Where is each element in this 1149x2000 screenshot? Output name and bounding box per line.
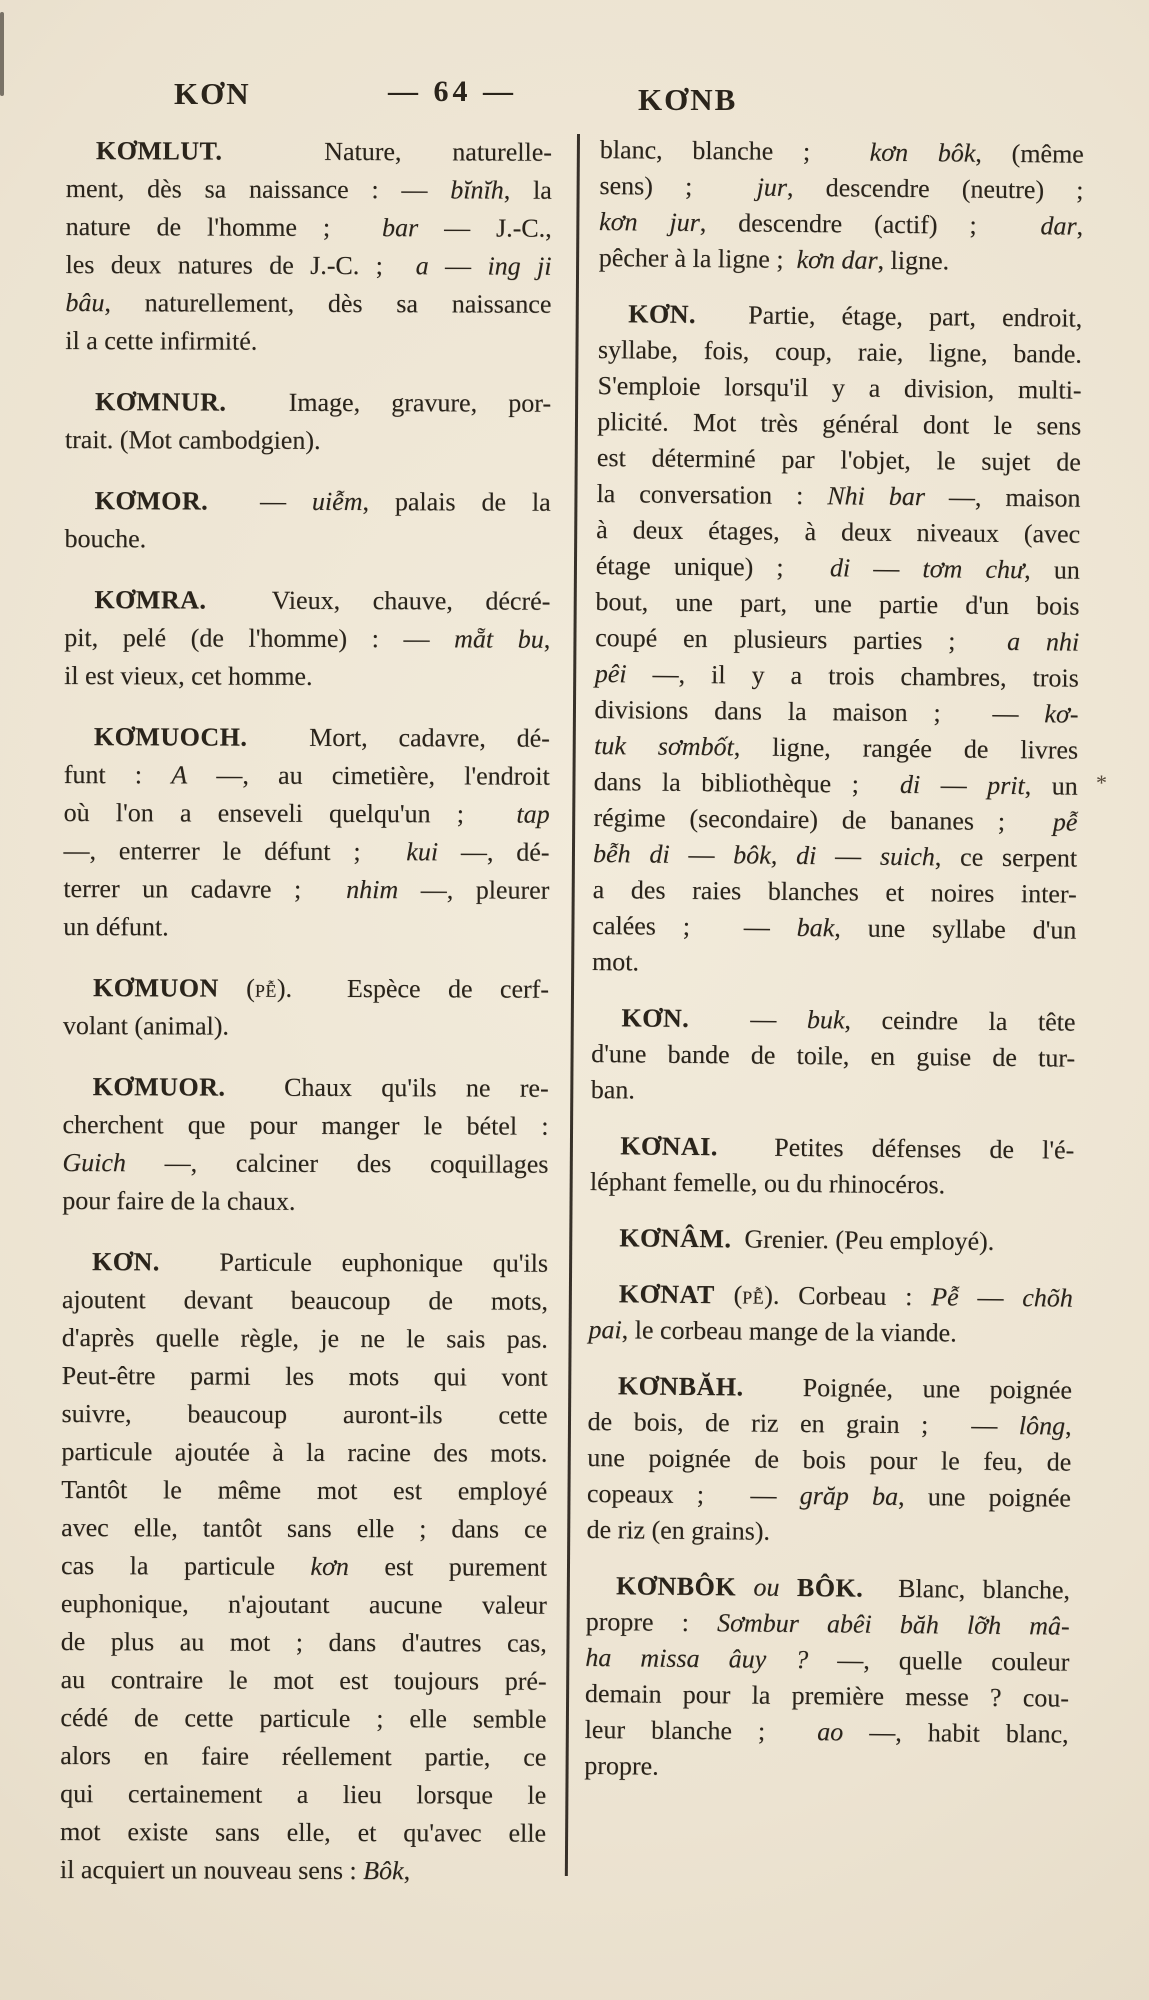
vernacular-term: suich <box>879 841 935 872</box>
text-segment: particule ajoutée à la racine des mots. <box>61 1436 548 1468</box>
text-segment: , <box>543 624 551 654</box>
text-segment: Image, gravure, por- <box>226 387 552 418</box>
vernacular-term: kơn jur <box>599 206 700 237</box>
text-segment: a des raies blanches et noires inter- <box>592 874 1077 909</box>
entry-headword: KƠMUON <box>92 973 219 1003</box>
text-segment: —, pleurer <box>398 875 550 905</box>
text-segment: divisions dans la maison ; — <box>594 694 1045 729</box>
vernacular-term: A <box>171 760 188 790</box>
text-segment: demain pour la première messe ? cou- <box>584 1678 1070 1713</box>
vernacular-term: Sơmbur abêi băh lỡh mâ- <box>716 1608 1070 1641</box>
text-line <box>62 1243 548 1283</box>
text-segment: — <box>958 1282 1023 1313</box>
vernacular-term: nhim <box>346 874 399 905</box>
text-line <box>62 1319 548 1359</box>
text-segment: propre : <box>585 1606 718 1638</box>
text-line <box>64 581 550 621</box>
vernacular-term: ao <box>817 1717 844 1747</box>
part-of-speech-label: pễ <box>742 1280 765 1310</box>
text-segment: , ligne. <box>877 245 950 276</box>
vernacular-term: kơn <box>310 1551 349 1581</box>
text-segment: , un <box>1024 555 1080 585</box>
vernacular-term: tuk sơmbốt <box>593 730 734 762</box>
text-line <box>64 756 550 796</box>
scan-edge-artifact <box>0 12 4 96</box>
text-segment: dans la bibliothèque ; <box>593 766 901 799</box>
text-segment: — J.-C., <box>418 213 552 243</box>
text-line <box>61 1509 547 1549</box>
text-segment: il a cette infirmité. <box>65 325 258 356</box>
vernacular-term: di <box>899 769 921 800</box>
text-segment: , ligne, rangée de livres <box>733 732 1079 765</box>
text-segment: étage unique) ; <box>595 550 831 583</box>
text-line <box>599 168 1083 209</box>
text-line <box>587 1440 1071 1481</box>
text-line <box>594 692 1078 733</box>
text-segment: est purement <box>348 1551 548 1582</box>
text-segment: —, calciner des coquillages <box>125 1148 549 1179</box>
text-line <box>61 1433 547 1473</box>
text-line <box>65 383 551 423</box>
text-segment: Poignée, une poignée <box>743 1372 1073 1405</box>
text-segment: trait. (Mot cambodgien). <box>64 424 321 455</box>
entry-headword: KƠMOR. <box>94 486 209 516</box>
text-line <box>584 1748 1068 1789</box>
text-line <box>63 908 549 948</box>
text-line <box>63 1007 549 1047</box>
text-segment: cherchent que pour manger le bétel : <box>62 1109 549 1141</box>
entry-headword: KƠMUOR. <box>92 1072 226 1102</box>
text-segment: ajoutent devant beaucoup de mots, <box>61 1284 548 1316</box>
text-segment: —, maison <box>924 482 1081 513</box>
text-segment: — <box>850 553 923 584</box>
text-line <box>63 832 549 872</box>
vernacular-term: Bôk <box>363 1856 404 1886</box>
text-segment: est déterminé par l'objet, le sujet de <box>596 442 1081 477</box>
page-number: — 64 — <box>388 75 517 108</box>
vernacular-term: ou <box>735 1572 798 1602</box>
running-title-right: KƠNB <box>638 82 738 117</box>
text-line <box>598 296 1082 337</box>
text-segment: mot existe sans elle, et qu'avec elle <box>60 1816 547 1848</box>
vernacular-term: tơm chư <box>922 554 1025 585</box>
text-line <box>64 619 550 659</box>
vernacular-term: bak <box>796 912 835 943</box>
text-line <box>61 1623 547 1663</box>
text-line <box>65 246 551 286</box>
text-segment: calées ; — <box>592 910 797 942</box>
text-line <box>595 584 1079 625</box>
text-line <box>597 404 1081 445</box>
text-segment: , une poignée <box>897 1481 1072 1513</box>
text-segment: — <box>669 839 734 870</box>
vernacular-term: tap <box>516 799 550 829</box>
text-segment: Particule euphonique qu'ils <box>159 1247 549 1278</box>
text-line <box>61 1661 547 1701</box>
text-line <box>586 1568 1070 1609</box>
text-segment: blanc, blanche ; <box>599 134 870 167</box>
vernacular-term: kui <box>406 837 439 867</box>
text-segment: — <box>689 1003 808 1035</box>
vernacular-term: Guich <box>62 1147 126 1178</box>
vernacular-term: uiễm <box>311 486 363 517</box>
text-line <box>586 1512 1070 1553</box>
entry-headword: KƠNBÔK <box>615 1571 737 1602</box>
text-segment: , descendre (neutre) ; <box>786 172 1084 205</box>
text-line <box>60 1699 546 1739</box>
text-segment: —, dé- <box>438 837 550 867</box>
text-line <box>592 908 1076 949</box>
text-segment: alors en faire réellement partie, ce <box>60 1740 547 1772</box>
text-segment: S'emploie lorsqu'il y a division, multi- <box>597 370 1082 405</box>
vernacular-term: bâu <box>65 287 105 318</box>
text-segment: —, enterrer le défunt ; <box>63 835 407 867</box>
vernacular-term: mẵt bu <box>454 624 544 654</box>
text-segment: une poignée de bois pour le feu, de <box>587 1442 1072 1477</box>
text-segment: ment, dès sa naissance : — <box>65 173 451 205</box>
text-line <box>590 1164 1074 1205</box>
entry-headword: KƠMRA. <box>94 585 207 615</box>
text-line <box>589 1220 1073 1261</box>
text-line <box>63 870 549 910</box>
text-segment: sens) ; <box>599 170 757 202</box>
entry-headword: KƠNAT <box>618 1279 715 1310</box>
text-line <box>599 204 1083 245</box>
text-segment: d'une bande de toile, en guise de tur- <box>591 1038 1076 1073</box>
vernacular-term: dar <box>1040 211 1077 241</box>
text-segment: , un <box>1024 771 1078 801</box>
left-column <box>60 132 552 1891</box>
text-line <box>588 1368 1072 1409</box>
entry-headword: KƠN. <box>92 1247 160 1277</box>
entry-headword: KƠMLUT. <box>95 136 223 166</box>
text-segment: de riz (en grains). <box>586 1514 771 1546</box>
text-segment: — <box>208 486 313 516</box>
text-line <box>64 794 550 834</box>
vernacular-term: bar <box>381 213 419 243</box>
vernacular-term: bễh di <box>592 838 670 869</box>
text-line <box>597 440 1081 481</box>
text-line <box>596 548 1080 589</box>
text-line <box>593 836 1077 877</box>
text-segment: il acquiert un nouveau sens : <box>59 1854 364 1886</box>
text-segment: pour faire de la chaux. <box>62 1185 296 1216</box>
text-line <box>63 1068 549 1108</box>
vernacular-term: di <box>829 553 851 583</box>
text-segment: , descendre (actif) ; <box>699 207 1041 241</box>
text-line <box>65 482 551 522</box>
text-segment: pêcher à la ligne ; <box>598 242 797 274</box>
text-line <box>61 1585 547 1625</box>
vernacular-term: a <box>415 251 429 281</box>
text-segment: Blanc, blanche, <box>863 1573 1071 1605</box>
text-segment: pit, pelé (de l'homme) : — <box>64 622 455 654</box>
vernacular-term: pễ <box>1052 807 1078 837</box>
text-segment: au contraire le mot est toujours pré- <box>60 1664 547 1696</box>
text-line <box>600 132 1084 173</box>
text-segment: Petites défenses de l'é- <box>717 1132 1075 1165</box>
text-segment: plicité. Mot très général dont le sens <box>597 406 1082 441</box>
part-of-speech-label: pễ <box>254 973 277 1003</box>
text-segment: suivre, beaucoup auront-ils cette <box>61 1398 548 1430</box>
text-line <box>591 1072 1075 1113</box>
text-segment: où l'on a enseveli quelqu'un ; <box>63 797 517 829</box>
text-segment: , <box>1076 211 1084 241</box>
vernacular-term: pai <box>588 1314 622 1345</box>
text-segment: nature de l'homme ; <box>65 211 383 243</box>
text-segment: Grenier. (Peu employé). <box>731 1224 995 1256</box>
text-line <box>61 1547 547 1587</box>
text-line <box>60 1737 546 1777</box>
text-segment: régime (secondaire) de bananes ; <box>593 802 1053 837</box>
text-segment: coupé en plusieurs parties ; <box>595 622 1008 656</box>
right-column <box>584 132 1084 1789</box>
text-line <box>63 969 549 1009</box>
text-line <box>65 284 551 324</box>
entry-headword: KƠMUOCH. <box>93 722 248 752</box>
text-segment: , <box>1064 1411 1072 1441</box>
text-line <box>64 657 550 697</box>
text-line <box>65 322 551 362</box>
text-line <box>594 728 1078 769</box>
vernacular-term: a nhi <box>1006 626 1080 657</box>
text-segment: —, il y a trois chambres, trois <box>626 659 1079 693</box>
text-line <box>587 1476 1071 1517</box>
text-segment: —, quelle couleur <box>808 1645 1070 1677</box>
text-segment: qui certainement a lieu lorsque le <box>60 1778 547 1810</box>
entry-headword: KƠNAI. <box>620 1131 719 1162</box>
text-segment: ). Corbeau : <box>764 1280 932 1312</box>
text-line <box>585 1676 1069 1717</box>
text-line <box>62 1182 548 1222</box>
text-line <box>64 718 550 758</box>
text-line <box>62 1106 548 1146</box>
text-segment: —, au cimetière, l'endroit <box>187 760 550 791</box>
entry-headword: KƠN. <box>628 299 697 329</box>
text-segment: ( <box>218 973 255 1003</box>
text-segment: , une syllabe d'un <box>834 913 1077 945</box>
text-line <box>593 872 1077 913</box>
text-line <box>65 520 551 560</box>
text-segment: propre. <box>584 1750 659 1781</box>
vernacular-term: Nhi bar <box>827 481 926 512</box>
entry-headword: KƠN. <box>621 1003 690 1033</box>
text-line <box>60 1813 546 1853</box>
text-line <box>586 1604 1070 1645</box>
vernacular-term: kơn bôk <box>869 137 976 168</box>
text-line <box>590 1128 1074 1169</box>
text-segment: ( <box>714 1280 743 1310</box>
text-segment: ). <box>276 973 293 1003</box>
text-line <box>592 944 1076 985</box>
text-segment: les deux natures de J.-C. ; <box>65 249 416 281</box>
text-segment: Nature, naturelle- <box>222 136 552 167</box>
text-segment: un défunt. <box>63 911 169 942</box>
text-segment: d'après quelle règle, je ne le sais pas. <box>61 1322 548 1354</box>
text-segment: — <box>920 770 988 800</box>
vernacular-term: Pễ <box>931 1282 959 1312</box>
text-segment: Tantôt le même mot est employé <box>61 1474 548 1506</box>
vernacular-term: buk <box>806 1005 845 1035</box>
text-line <box>589 1276 1073 1317</box>
text-line <box>587 1404 1071 1445</box>
text-segment: léphant femelle, ou du rhinocéros. <box>589 1166 946 1200</box>
text-segment: ban. <box>590 1074 635 1105</box>
text-segment: —, habit blanc, <box>843 1717 1069 1749</box>
text-segment: , ce serpent <box>934 842 1078 873</box>
text-segment: leur blanche ; <box>584 1714 818 1747</box>
running-title-left: KƠN <box>174 76 251 111</box>
text-line <box>61 1395 547 1435</box>
text-segment: , (même <box>975 138 1084 169</box>
text-segment: à deux étages, à deux niveaux (avec <box>596 514 1081 549</box>
text-segment: copeaux ; — <box>586 1478 800 1510</box>
text-segment: volant (animal). <box>62 1010 229 1041</box>
text-line <box>591 1000 1075 1041</box>
text-line <box>60 1851 546 1891</box>
text-line <box>584 1712 1068 1753</box>
text-line <box>66 170 552 210</box>
margin-mark-artifact: * <box>1096 770 1107 795</box>
text-segment: — <box>816 841 881 871</box>
text-line <box>598 332 1082 373</box>
text-segment: Peut-être parmi les mots qui vont <box>61 1360 548 1392</box>
text-segment: , naturellement, dès sa naissance <box>104 288 552 319</box>
column-divider-rule <box>565 134 580 1876</box>
text-segment: la conversation : <box>596 478 828 511</box>
text-segment: , palais de la <box>362 487 551 517</box>
text-segment: Partie, étage, part, endroit, <box>695 299 1083 333</box>
text-segment: bouche. <box>64 523 147 554</box>
text-segment: , <box>403 1856 411 1886</box>
text-line <box>596 512 1080 553</box>
text-segment: syllabe, fois, coup, raie, ligne, bande. <box>597 334 1083 369</box>
text-segment: cas la particule <box>60 1550 311 1581</box>
text-segment: de bois, de riz en grain ; — <box>587 1406 1020 1441</box>
text-line <box>62 1281 548 1321</box>
text-segment: Vieux, chauve, décré- <box>206 585 551 616</box>
text-segment: funt : <box>63 759 172 790</box>
text-segment: Chaux qu'ils ne re- <box>225 1072 549 1103</box>
text-segment: Espèce de cerf- <box>292 973 550 1004</box>
text-segment: il est vieux, cet homme. <box>64 660 313 691</box>
text-line <box>599 240 1083 281</box>
text-segment: euphonique, n'ajoutant aucune valeur <box>60 1588 547 1620</box>
text-segment: de plus au mot ; dans d'autres cas, <box>60 1626 547 1658</box>
vernacular-term: lông <box>1018 1411 1066 1441</box>
vernacular-term: jur <box>756 172 788 202</box>
entry-headword: KƠMNUR. <box>95 387 227 417</box>
text-line <box>61 1471 547 1511</box>
text-line <box>593 800 1077 841</box>
text-line <box>66 208 552 248</box>
vernacular-term: chõh <box>1022 1283 1073 1313</box>
text-segment: , le corbeau mange de la viande. <box>621 1315 957 1348</box>
vernacular-term: prit <box>987 770 1025 801</box>
vernacular-term: bôk, di <box>733 840 817 871</box>
vernacular-term: bĭnĭh <box>450 175 504 205</box>
text-segment: , la <box>503 175 552 205</box>
text-line <box>597 368 1081 409</box>
text-segment: cédé de cette particule ; elle semble <box>60 1702 547 1734</box>
text-line <box>585 1640 1069 1681</box>
text-line <box>66 132 552 172</box>
entry-headword: KƠNBĂH. <box>617 1371 744 1402</box>
text-segment: Mort, cadavre, dé- <box>247 722 550 753</box>
text-segment: , ceindre la tête <box>844 1005 1076 1037</box>
text-line <box>588 1312 1072 1353</box>
vernacular-term: grăp ba <box>799 1480 899 1511</box>
vernacular-term: kơn dar <box>796 244 878 275</box>
text-line <box>591 1036 1075 1077</box>
text-segment: avec elle, tantôt sans elle ; dans ce <box>61 1512 548 1544</box>
vernacular-term: kơ- <box>1044 699 1079 729</box>
text-segment: — <box>428 251 488 281</box>
text-line <box>595 656 1079 697</box>
entry-headword: KƠNÂM. <box>619 1223 732 1254</box>
text-line <box>594 764 1078 805</box>
text-segment: bout, une part, une partie d'un bois <box>595 586 1080 621</box>
text-line <box>60 1775 546 1815</box>
text-line <box>595 620 1079 661</box>
text-segment: terrer un cadavre ; <box>63 873 347 904</box>
text-line <box>596 476 1080 517</box>
text-line <box>62 1357 548 1397</box>
vernacular-term: ha missa âuy ? <box>585 1642 809 1675</box>
vernacular-term: pêi <box>594 658 627 689</box>
text-line <box>62 1144 548 1184</box>
vernacular-term: ing ji <box>487 251 552 281</box>
entry-headword: BÔK. <box>796 1572 864 1603</box>
text-line <box>65 421 551 461</box>
text-segment: mot. <box>591 946 640 977</box>
